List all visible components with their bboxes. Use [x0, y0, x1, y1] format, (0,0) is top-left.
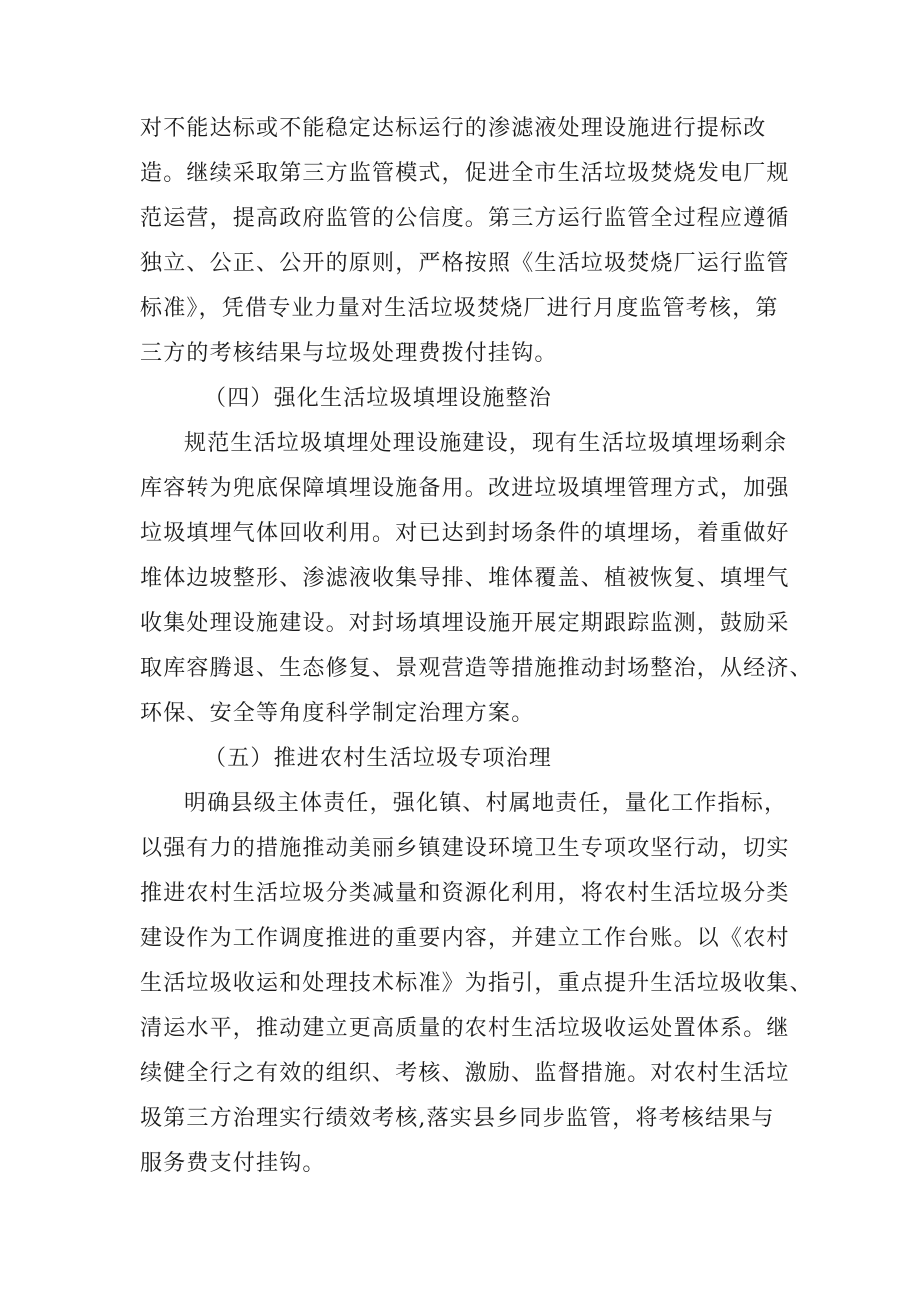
section-heading-4: （四）强化生活垃圾填埋设施整治 — [204, 386, 553, 411]
section-heading-5: （五）推进农村生活垃圾专项治理 — [204, 746, 553, 771]
text-line: 圾第三方治理实行绩效考核,落实县乡同步监管，将考核结果与 — [140, 1106, 775, 1131]
text-line: 收集处理设施建设。对封场填埋设施开展定期跟踪监测，鼓励采 — [140, 611, 790, 636]
text-line: 生活垃圾收运和处理技术标准》为指引，重点提升生活垃圾收集、 — [140, 971, 813, 996]
text-line: 垃圾填埋气体回收利用。对已达到封场条件的填埋场，着重做好 — [140, 521, 790, 546]
text-line: 库容转为兜底保障填埋设施备用。改进垃圾填埋管理方式，加强 — [140, 476, 790, 501]
text-line: 三方的考核结果与垃圾处理费拨付挂钩。 — [140, 341, 558, 366]
text-line: 以强有力的措施推动美丽乡镇建设环境卫生专项攻坚行动，切实 — [140, 836, 790, 861]
document-body — [140, 106, 813, 1186]
text-line: 取库容腾退、生态修复、景观营造等措施推动封场整治，从经济、 — [140, 656, 813, 681]
text-line: 推进农村生活垃圾分类减量和资源化利用，将农村生活垃圾分类 — [140, 881, 790, 906]
text-line: 独立、公正、公开的原则，严格按照《生活垃圾焚烧厂运行监管 — [140, 251, 790, 276]
text-line: 范运营，提高政府监管的公信度。第三方运行监管全过程应遵循 — [140, 206, 790, 231]
paragraph-start: 明确县级主体责任，强化镇、村属地责任，量化工作指标， — [184, 791, 788, 816]
text-line: 造。继续采取第三方监管模式，促进全市生活垃圾焚烧发电厂规 — [140, 161, 790, 186]
text-line: 清运水平，推动建立更高质量的农村生活垃圾收运处置体系。继 — [140, 1016, 790, 1041]
text-line: 标准》，凭借专业力量对生活垃圾焚烧厂进行月度监管考核，第 — [140, 296, 779, 321]
text-line: 对不能达标或不能稳定达标运行的渗滤液处理设施进行提标改 — [140, 116, 767, 141]
text-line: 环保、安全等角度科学制定治理方案。 — [140, 701, 535, 726]
text-line: 续健全行之有效的组织、考核、激励、监督措施。对农村生活垃 — [140, 1061, 790, 1086]
text-line: 建设作为工作调度推进的重要内容，并建立工作台账。以《农村 — [140, 926, 790, 951]
paragraph-start: 规范生活垃圾填埋处理设施建设，现有生活垃圾填埋场剩余 — [184, 431, 788, 456]
text-line: 堆体边坡整形、渗滤液收集导排、堆体覆盖、植被恢复、填埋气 — [140, 566, 790, 591]
text-line: 服务费支付挂钩。 — [140, 1151, 326, 1176]
